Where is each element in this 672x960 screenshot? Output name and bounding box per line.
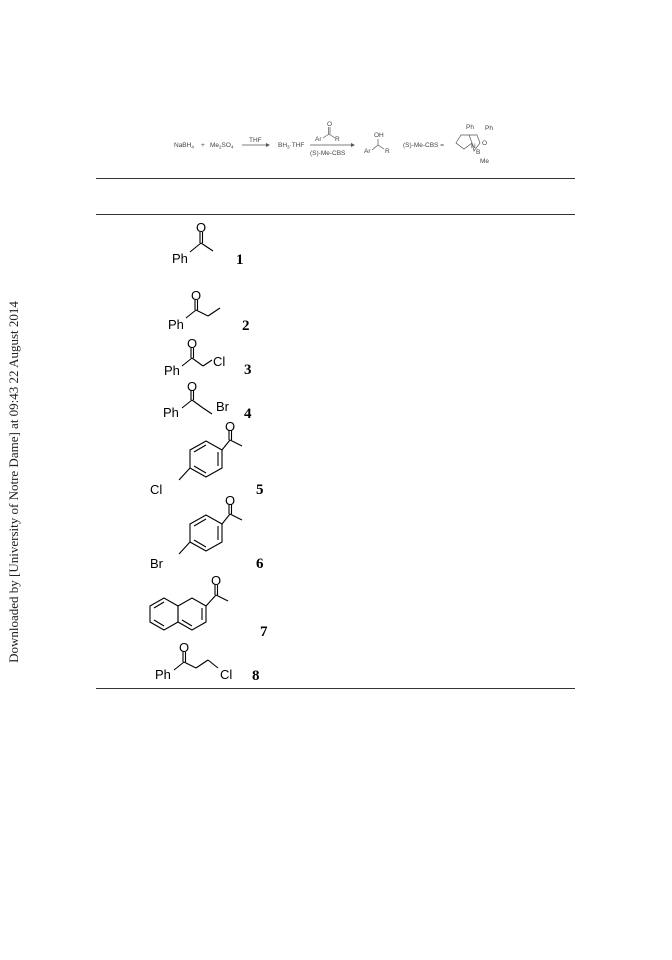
phenyl-label: Ph bbox=[168, 317, 184, 332]
structure-entry-1 bbox=[168, 222, 238, 270]
phenyl-label: Ph bbox=[155, 667, 171, 682]
oxygen-label: O bbox=[225, 493, 236, 508]
svg-text:Ar: Ar bbox=[364, 148, 371, 155]
catalyst-n: N bbox=[471, 143, 476, 150]
catalyst-o: O bbox=[482, 140, 488, 147]
oxygen-label: O bbox=[187, 379, 198, 394]
bromine-label: Br bbox=[150, 556, 163, 571]
oxygen-label: O bbox=[179, 640, 190, 655]
compound-number: 1 bbox=[236, 252, 244, 268]
oxygen-label: O bbox=[211, 573, 222, 588]
arrow-head-1 bbox=[266, 143, 270, 147]
intermediate-bh3-thf: $BH_3\cdot THF$ bbox=[278, 142, 305, 150]
phenyl-label: Ph bbox=[164, 363, 180, 378]
structure-entry-8 bbox=[152, 640, 262, 686]
compound-number: 8 bbox=[252, 668, 260, 684]
phenyl-label: Ph bbox=[172, 251, 188, 266]
structure-entry-7 bbox=[140, 568, 260, 638]
chlorine-label: Cl bbox=[220, 667, 233, 682]
bromine-label: Br bbox=[216, 399, 229, 414]
arrow-2-label: (S)-Me-CBS bbox=[310, 150, 346, 157]
table-top-rule bbox=[96, 178, 575, 179]
compound-number: 4 bbox=[244, 406, 252, 422]
phenyl-label: Ph bbox=[163, 405, 179, 420]
structure-entry-2 bbox=[166, 288, 246, 336]
catalyst-label: (S)-Me-CBS = bbox=[403, 142, 444, 149]
substrate-ketone bbox=[315, 121, 340, 143]
catalyst-me: Me bbox=[480, 158, 490, 165]
product-alcohol bbox=[364, 132, 390, 155]
structure-entry-5 bbox=[150, 420, 260, 500]
compound-number: 2 bbox=[242, 318, 250, 334]
table-bottom-rule bbox=[96, 688, 575, 689]
reaction-scheme bbox=[168, 118, 508, 170]
download-watermark bbox=[0, 0, 28, 960]
chlorine-label: Cl bbox=[213, 354, 226, 369]
svg-text:O: O bbox=[327, 121, 333, 128]
compound-number: 7 bbox=[260, 624, 268, 640]
oxygen-label: O bbox=[187, 336, 198, 351]
compound-number: 6 bbox=[256, 556, 264, 572]
catalyst-ph-2: Ph bbox=[485, 125, 493, 132]
table-header-rule bbox=[96, 214, 575, 215]
catalyst-ph-1: Ph bbox=[466, 124, 474, 131]
svg-text:OH: OH bbox=[374, 132, 384, 139]
chlorine-label: Cl bbox=[150, 482, 163, 497]
structure-entry-3 bbox=[160, 336, 250, 384]
compound-number: 5 bbox=[256, 482, 264, 498]
reagent-nabh4: NaBH$_4$ bbox=[174, 142, 194, 150]
catalyst-b: B bbox=[476, 149, 481, 156]
arrow-1-label: THF bbox=[249, 137, 262, 144]
download-note: Downloaded by [University of Notre Dame] at 09:43 22 August 2014 bbox=[6, 301, 21, 663]
svg-text:R: R bbox=[335, 136, 340, 143]
oxygen-label: O bbox=[225, 419, 236, 434]
oxygen-label: O bbox=[191, 288, 202, 303]
svg-text:R: R bbox=[385, 148, 390, 155]
arrow-head-2 bbox=[351, 143, 355, 147]
plus-sign: + bbox=[201, 142, 205, 149]
structure-entry-6 bbox=[150, 494, 260, 574]
reagent-me2so4: $Me_2SO_4$ bbox=[210, 142, 234, 150]
reaction-scheme-drawing bbox=[168, 118, 508, 170]
compound-number: 3 bbox=[244, 362, 252, 378]
svg-text:Ar: Ar bbox=[315, 136, 322, 143]
oxygen-label: O bbox=[196, 220, 207, 235]
